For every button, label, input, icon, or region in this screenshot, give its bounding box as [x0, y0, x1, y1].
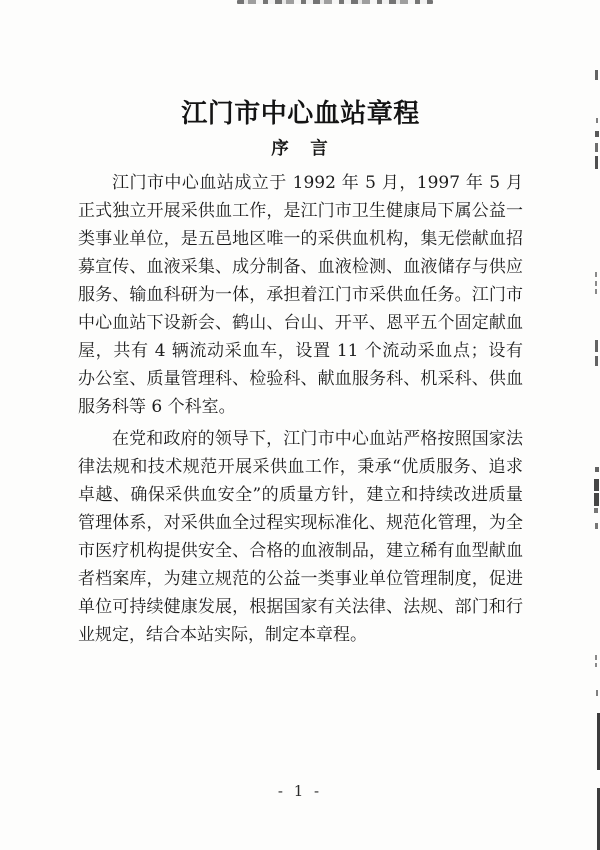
paragraph-2: 在党和政府的领导下，江门市中心血站严格按照国家法律法规和技术规范开展采供血工作，秉承“优质服务、追求卓越、确保采供血安全”的质量方针，建立和持续改进质量管理体系，对采供血全过程实现标准化、规范化管理，为全市医疗机构提供安全、合格的血液制品，建立稀有血型献血者档案库，为建立规范的公益一类事业单位管理制度，促进单位可持续健康发展，根据国家有关法律、法规、部门和行业规定，结合本站实际，制定本章程。	[78, 429, 523, 645]
edge-mark	[595, 131, 599, 137]
edge-mark	[596, 118, 598, 123]
edge-mark	[595, 655, 597, 660]
document-body	[78, 99, 523, 653]
edge-mark	[594, 493, 599, 506]
edge-mark	[595, 289, 597, 294]
edge-mark	[595, 340, 598, 352]
page-number: - 1 -	[277, 782, 323, 800]
edge-mark	[596, 690, 598, 696]
paragraph-1: 江门市中心血站成立于 1992 年 5 月，1997 年 5 月正式独立开展采供血工作，是江门市卫生健康局下属公益一类事业单位，是五邑地区唯一的采供血机构，集无偿献血招募宣传、血液采集、成分制备、血液检测、血液储存与供应服务、输血科研为一体，承担着江门市采供血任务。江门市中心血站下设新会、鹤山、台山、开平、恩平五个固定献血屋，共有 4 辆流动采血车，设置 11 个流动采血点；设有办公室、质量管理科、检验科、献血服务科、机采科、供血服务科等 6 个科室。	[78, 173, 523, 417]
edge-mark	[595, 156, 598, 169]
edge-mark	[594, 508, 598, 513]
edge-mark	[595, 467, 599, 472]
edge-mark	[595, 143, 598, 152]
edge-mark	[595, 70, 598, 80]
section-heading-preface: 序 言	[271, 139, 330, 159]
document-title: 江门市中心血站章程	[181, 99, 420, 129]
edge-mark	[595, 281, 597, 286]
edge-mark	[595, 523, 598, 529]
edge-mark	[595, 356, 598, 366]
preface-text	[78, 169, 523, 649]
edge-mark	[594, 479, 599, 491]
edge-mark	[595, 663, 597, 667]
edge-mark	[595, 272, 597, 277]
scan-artifact-top-smudge	[237, 0, 433, 4]
